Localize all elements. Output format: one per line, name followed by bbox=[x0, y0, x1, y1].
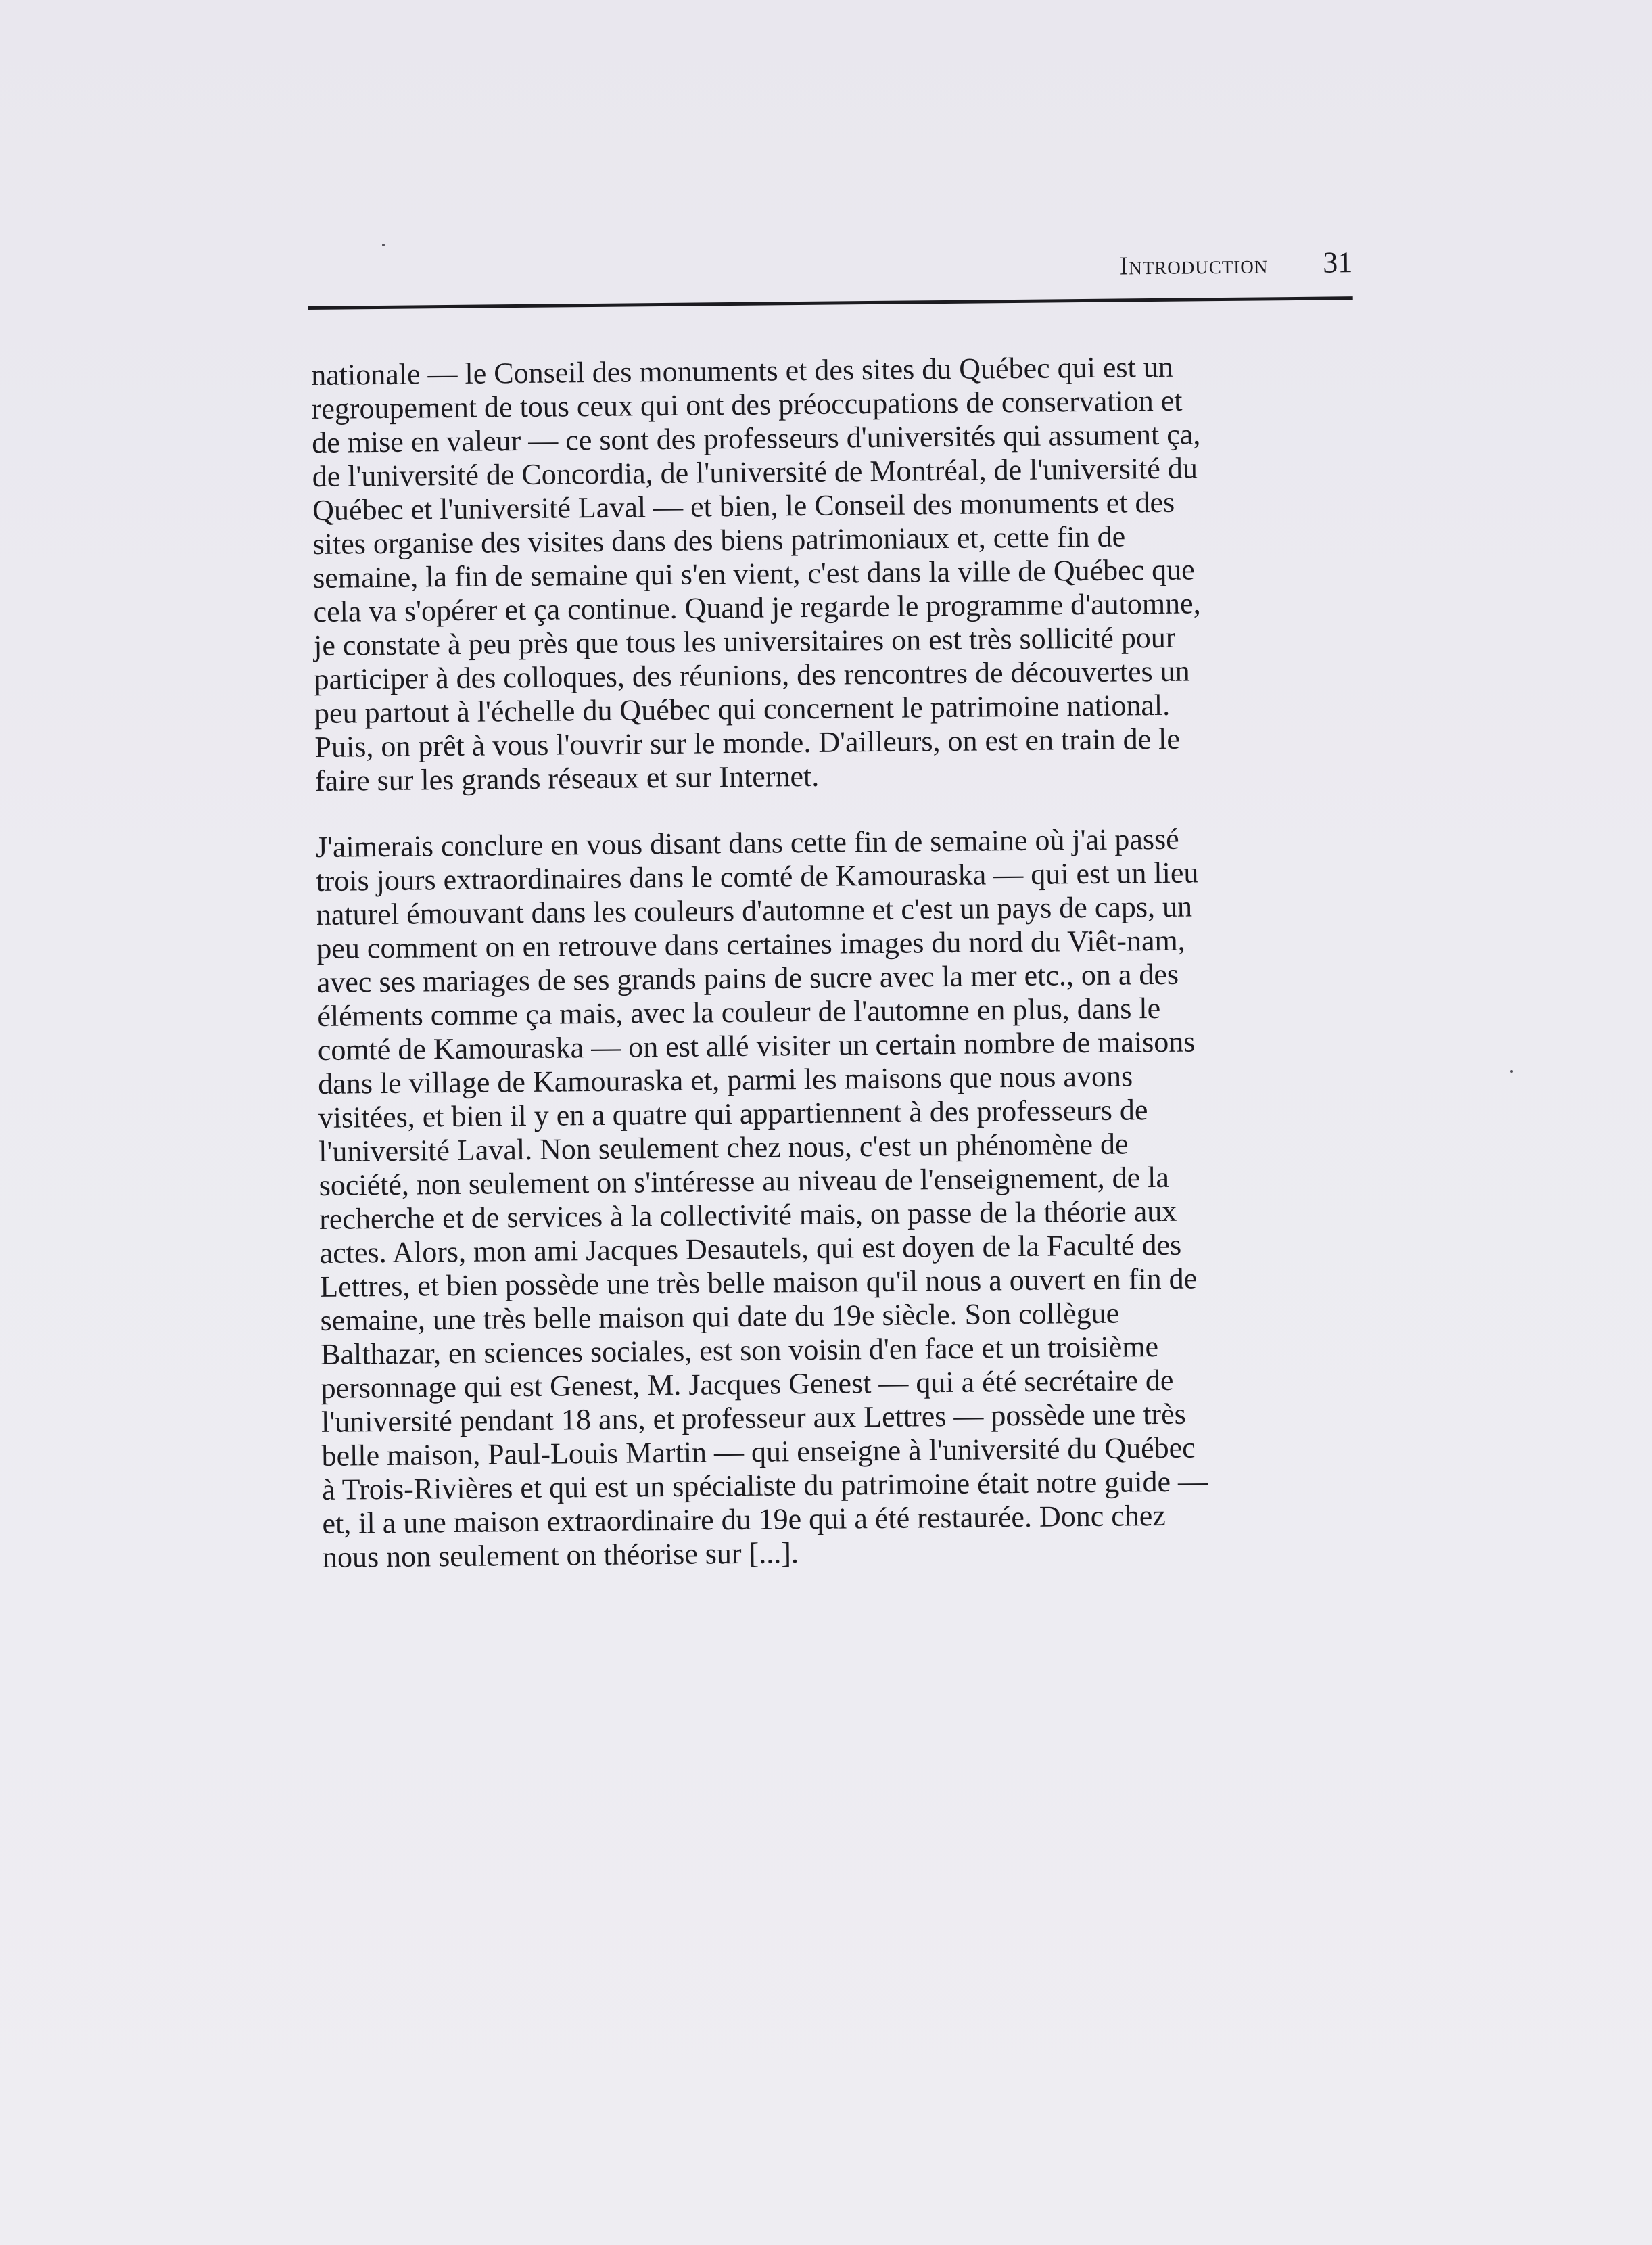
paragraph: J'aimerais conclure en vous disant dans cette fin de semaine où j'ai passé trois jours extraordinaires dans le comté de Kamouraska — qui est un lieu naturel émouvant dans les couleurs d'automne et c'est un pays de caps, un peu comment on en retrouve dans certaines images du nord du Viêt-nam, avec ses mariages de ses grands pains de sucre avec la mer etc., on a des éléments comme ça mais, avec la couleur de l'automne en plus, dans le comté de Kamouraska — on est allé visiter un certain nombre de maisons dans le village de Kamouraska et, parmi les maisons que nous avons visitées, et bien il y en a quatre qui appartiennent à des professeurs de l'université Laval. Non seulement chez nous, c'est un phénomène de société, non seulement on s'intéresse au niveau de l'enseignement, de la recherche et de services à la collectivité mais, on passe de la théorie aux actes. Alors, mon ami Jacques Desautels, qui est doyen de la Faculté des Lettres, et bien possède une très belle maison qu'il nous a ouvert en fin de semaine, une très belle maison qui date du 19e siècle. Son collègue Balthazar, en sciences sociales, est son voisin d'en face et un troisième personnage qui est Genest, M. Jacques Genest — qui a été secrétaire de l'université pendant 18 ans, et professeur aux Lettres — possède une très belle maison, Paul-Louis Martin — qui enseigne à l'université du Québec à Trois-Rivières et qui est un spécialiste du patrimoine était notre guide — et, il a une maison extraordinaire du 19e qui a été restaurée. Donc chez nous non seulement on théorise sur [...]. bbox=[315, 822, 1208, 1574]
paragraph: nationale — le Conseil des monuments et des sites du Québec qui est un regroupement de tous ceux qui ont des préoccupations de conservation et de mise en valeur — ce sont des professeurs d'universités qui assument ça, de l'université de Concordia, de l'université de Montréal, de l'université du Québec et l'université Laval — et bien, le Conseil des monuments et des sites organise des visites dans des biens patrimoniaux et, cette fin de semaine, la fin de semaine qui s'en vient, c'est dans la ville de Québec que cela va s'opérer et ça continue. Quand je regarde le programme d'automne, je constate à peu près que tous les universitaires on est très sollicité pour participer à des colloques, des réunions, des rencontres de découvertes un peu partout à l'échelle du Québec qui concernent le patrimoine national. Puis, on prêt à vous l'ouvrir sur le monde. D'ailleurs, on est en train de le faire sur les grands réseaux et sur Internet. bbox=[311, 350, 1201, 797]
scan-speck bbox=[1510, 1070, 1513, 1073]
header-rule bbox=[308, 296, 1353, 310]
running-header bbox=[308, 244, 1353, 315]
body-text bbox=[311, 348, 1377, 1575]
scan-speck bbox=[382, 244, 385, 246]
page-number: 31 bbox=[1322, 246, 1353, 279]
running-header-title: Introduction bbox=[1119, 250, 1269, 281]
